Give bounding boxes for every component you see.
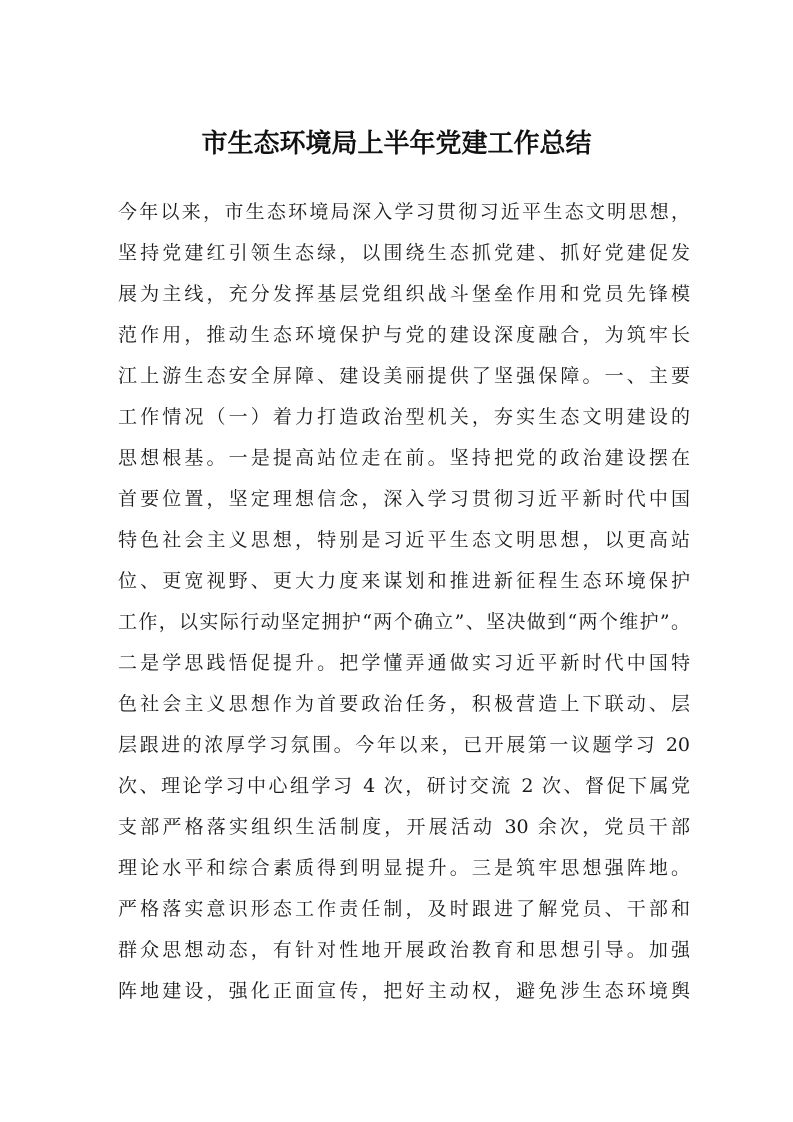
body-line: 特色社会主义思想，特别是习近平生态文明思想，以更高站 (118, 529, 690, 551)
body-line: 江上游生态安全屏障、建设美丽提供了坚强保障。一、主要 (118, 365, 690, 387)
body-line: 今年以来，市生态环境局深入学习贯彻习近平生态文明思想， (118, 201, 690, 223)
body-line: 坚持党建红引领生态绿，以围绕生态抓党建、抓好党建促发 (118, 242, 690, 264)
body-line: 层跟进的浓厚学习氛围。今年以来，已开展第一议题学习 20 (118, 734, 690, 756)
body-line: 位、更宽视野、更大力度来谋划和推进新征程生态环境保护 (118, 570, 690, 592)
document-body (118, 192, 690, 1012)
body-line: 理论水平和综合素质得到明显提升。三是筑牢思想强阵地。 (118, 857, 690, 879)
body-line: 范作用，推动生态环境保护与党的建设深度融合，为筑牢长 (118, 324, 690, 346)
document-title: 市生态环境局上半年党建工作总结 (201, 129, 592, 159)
body-line: 思想根基。一是提高站位走在前。坚持把党的政治建设摆在 (118, 447, 690, 469)
body-line: 群众思想动态，有针对性地开展政治教育和思想引导。加强 (118, 939, 690, 961)
body-line: 次、理论学习中心组学习 4 次，研讨交流 2 次、督促下属党 (118, 775, 690, 797)
body-line: 工作，以实际行动坚定拥护“两个确立”、坚决做到“两个维护”。 (118, 611, 690, 633)
body-line: 展为主线，充分发挥基层党组织战斗堡垒作用和党员先锋模 (118, 283, 690, 305)
body-line: 支部严格落实组织生活制度，开展活动 30 余次，党员干部 (118, 816, 690, 838)
body-line: 色社会主义思想作为首要政治任务，积极营造上下联动、层 (118, 693, 690, 715)
body-line: 工作情况（一）着力打造政治型机关，夯实生态文明建设的 (118, 406, 690, 428)
body-line: 阵地建设，强化正面宣传，把好主动权，避免涉生态环境舆 (118, 980, 690, 1002)
body-line: 严格落实意识形态工作责任制，及时跟进了解党员、干部和 (118, 898, 690, 920)
body-line: 首要位置，坚定理想信念，深入学习贯彻习近平新时代中国 (118, 488, 690, 510)
body-line: 二是学思践悟促提升。把学懂弄通做实习近平新时代中国特 (118, 652, 690, 674)
